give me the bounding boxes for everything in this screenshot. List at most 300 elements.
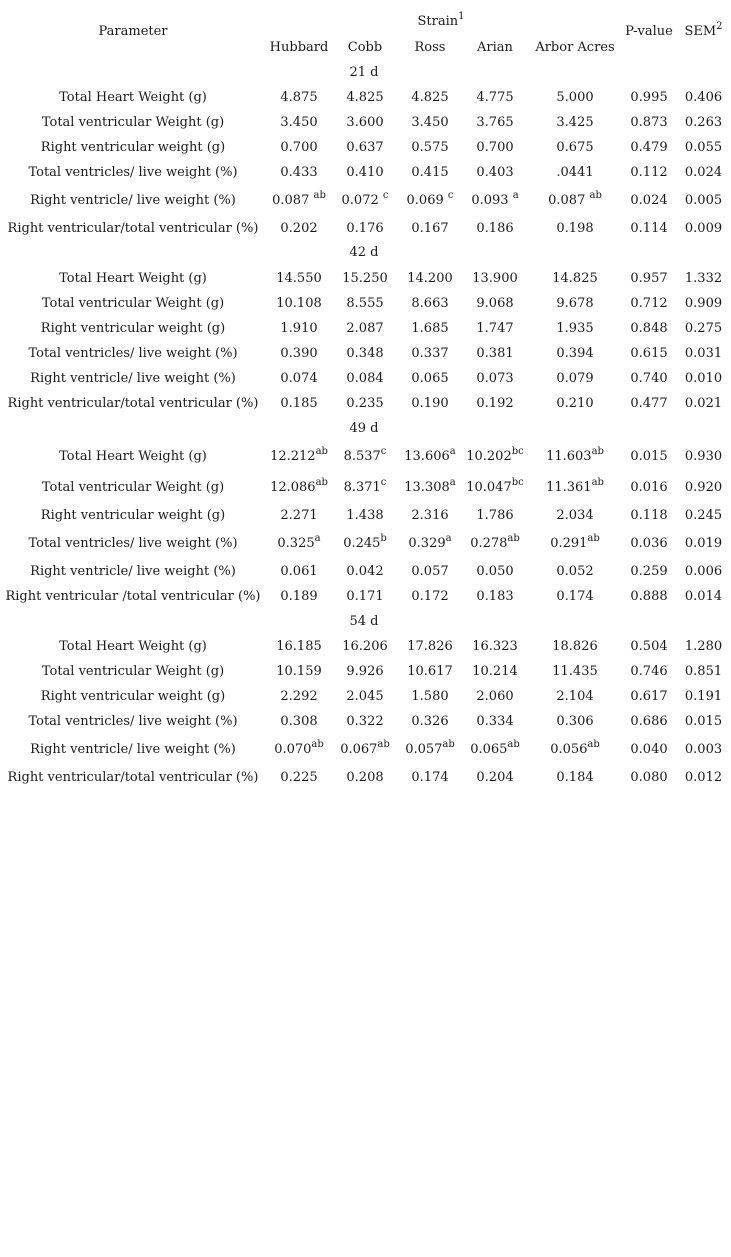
parameter-cell: Right ventricular weight (g): [40, 508, 226, 523]
value-cell: [266, 444, 332, 469]
significance-letter: ab: [442, 738, 455, 750]
value-cell: [332, 634, 398, 659]
table-row: [0, 709, 731, 734]
parameter-cell: Total ventricles/ live weight (%): [28, 165, 238, 180]
value-cell: [266, 266, 332, 291]
value-number: 0.065: [470, 742, 508, 757]
value-number: 0.167: [411, 221, 449, 236]
value-cell: [462, 634, 528, 659]
significance-letter: b: [380, 532, 387, 544]
sem-cell: 0.930: [684, 449, 723, 464]
value-number: 9.068: [476, 296, 514, 311]
sem-cell: 0.005: [684, 193, 723, 208]
value-number: 0.186: [476, 221, 514, 236]
value-cell: [528, 737, 622, 762]
value-number: 0.334: [476, 714, 514, 729]
p-value-cell: 0.740: [630, 371, 668, 386]
value-cell: [398, 135, 462, 160]
value-cell: [332, 444, 398, 469]
value-cell: [332, 366, 398, 391]
p-value-cell: 0.615: [630, 346, 668, 361]
sem-cell: 0.014: [684, 589, 723, 604]
value-number: 1.786: [476, 508, 514, 523]
value-number: 2.316: [411, 508, 449, 523]
sem-cell: 0.920: [684, 480, 723, 495]
parameter-cell: Right ventricle/ live weight (%): [30, 371, 236, 386]
table-row: [0, 216, 731, 241]
p-value-cell: 0.479: [630, 140, 668, 155]
table-row: [0, 135, 731, 160]
parameter-cell: Total Heart Weight (g): [59, 639, 207, 654]
header-strain-ross: Ross: [414, 40, 446, 55]
value-number: 0.204: [476, 770, 514, 785]
p-value-cell: 0.080: [630, 770, 668, 785]
value-number: 0.278: [470, 536, 508, 551]
value-cell: [332, 160, 398, 185]
value-number: 14.550: [276, 271, 322, 286]
parameter-cell: Total ventricles/ live weight (%): [28, 536, 238, 551]
section-label: 42 d: [349, 245, 379, 260]
parameter-cell: Right ventricular/total ventricular (%): [7, 396, 259, 411]
value-number: 2.104: [556, 689, 594, 704]
p-value-cell: 0.118: [630, 508, 668, 523]
value-cell: [266, 559, 332, 584]
sem-cell: 0.012: [684, 770, 723, 785]
value-number: 0.050: [476, 564, 514, 579]
value-cell: [462, 341, 528, 366]
value-number: 15.250: [342, 271, 388, 286]
table-row: [0, 110, 731, 135]
significance-letter: ab: [587, 738, 600, 750]
table-row: [0, 634, 731, 659]
table-row: [0, 531, 731, 556]
value-cell: [332, 584, 398, 609]
value-number: 10.159: [276, 664, 322, 679]
value-number: 3.765: [476, 115, 514, 130]
value-cell: [462, 444, 528, 469]
table-row: [0, 341, 731, 366]
value-number: 0.381: [476, 346, 514, 361]
value-number: 10.047: [466, 480, 512, 495]
parameter-cell: Total ventricles/ live weight (%): [28, 714, 238, 729]
value-number: 11.361: [546, 480, 592, 495]
value-number: 0.198: [556, 221, 594, 236]
value-number: 11.435: [552, 664, 598, 679]
value-number: 0.074: [280, 371, 318, 386]
value-cell: [332, 475, 398, 500]
value-cell: [462, 765, 528, 790]
value-number: 0.093: [471, 193, 513, 208]
value-number: 13.606: [404, 449, 450, 464]
p-value-cell: 0.686: [630, 714, 668, 729]
value-number: 0.067: [340, 742, 378, 757]
value-number: 9.678: [556, 296, 594, 311]
value-number: 0.052: [556, 564, 594, 579]
value-number: 0.171: [346, 589, 384, 604]
value-cell: [528, 531, 622, 556]
value-cell: [398, 765, 462, 790]
value-number: 0.087: [272, 193, 314, 208]
p-value-cell: 0.848: [630, 321, 668, 336]
header-strain-cobb: Cobb: [347, 40, 383, 55]
sem-cell: 0.263: [684, 115, 723, 130]
table-row: [0, 85, 731, 110]
significance-letter: c: [447, 189, 454, 201]
table-row: [0, 765, 731, 790]
value-cell: [332, 85, 398, 110]
value-cell: [462, 188, 528, 213]
value-number: 0.325: [277, 536, 315, 551]
value-number: 0.225: [280, 770, 318, 785]
p-value-cell: 0.995: [630, 90, 668, 105]
value-cell: [332, 135, 398, 160]
sem-cell: 0.009: [684, 221, 723, 236]
value-cell: [398, 266, 462, 291]
sem-cell: 0.024: [684, 165, 723, 180]
value-cell: [462, 475, 528, 500]
value-cell: [528, 85, 622, 110]
significance-letter: a: [314, 532, 321, 544]
section-header-row: [0, 60, 731, 85]
value-number: 3.600: [346, 115, 384, 130]
value-number: 18.826: [552, 639, 598, 654]
p-value-cell: 0.873: [630, 115, 668, 130]
value-cell: [398, 559, 462, 584]
sem-cell: 0.245: [684, 508, 723, 523]
p-value-cell: 0.477: [630, 396, 668, 411]
value-cell: [332, 709, 398, 734]
value-cell: [528, 684, 622, 709]
header-strain-footnote: 1: [458, 10, 465, 22]
value-cell: [332, 216, 398, 241]
value-cell: [398, 160, 462, 185]
value-number: 0.079: [556, 371, 594, 386]
header-row-2: [0, 35, 731, 60]
value-number: 10.202: [466, 449, 512, 464]
header-strain-arian: Arian: [477, 40, 513, 55]
p-value-cell: 0.712: [630, 296, 668, 311]
sem-cell: 0.406: [684, 90, 723, 105]
parameter-cell: Right ventricle/ live weight (%): [30, 193, 236, 208]
value-number: 0.190: [411, 396, 449, 411]
sem-cell: 1.280: [684, 639, 723, 654]
section-header-row: [0, 609, 731, 634]
value-cell: [332, 559, 398, 584]
p-value-cell: 0.114: [630, 221, 668, 236]
value-number: 0.072: [341, 193, 383, 208]
value-number: 4.825: [346, 90, 384, 105]
value-number: 12.212: [270, 449, 316, 464]
table-row: [0, 444, 731, 469]
table-row: [0, 737, 731, 762]
header-sem-label: SEM: [684, 24, 717, 39]
value-cell: [528, 444, 622, 469]
value-cell: [462, 85, 528, 110]
value-cell: [528, 266, 622, 291]
value-cell: [266, 316, 332, 341]
significance-letter: a: [449, 445, 456, 457]
value-cell: [332, 188, 398, 213]
value-cell: [398, 503, 462, 528]
sem-cell: 0.015: [684, 714, 723, 729]
significance-letter: a: [449, 476, 456, 488]
sem-cell: 0.275: [684, 321, 723, 336]
value-cell: [266, 341, 332, 366]
value-cell: [462, 559, 528, 584]
p-value-cell: 0.016: [630, 480, 668, 495]
value-number: 16.323: [472, 639, 518, 654]
parameter-cell: Total Heart Weight (g): [59, 449, 207, 464]
significance-letter: ab: [507, 532, 520, 544]
value-cell: [528, 475, 622, 500]
parameter-cell: Right ventricle/ live weight (%): [30, 564, 236, 579]
value-number: 0.042: [346, 564, 384, 579]
value-number: 2.045: [346, 689, 384, 704]
value-cell: [528, 135, 622, 160]
table-row: [0, 316, 731, 341]
value-cell: [332, 391, 398, 416]
value-cell: [398, 341, 462, 366]
sem-cell: 0.021: [684, 396, 723, 411]
value-cell: [266, 366, 332, 391]
value-cell: [398, 737, 462, 762]
value-number: 0.069: [406, 193, 448, 208]
value-cell: [398, 291, 462, 316]
value-number: 0.700: [476, 140, 514, 155]
sem-cell: 0.019: [684, 536, 723, 551]
value-number: 13.308: [404, 480, 450, 495]
value-cell: [528, 634, 622, 659]
value-number: 8.555: [346, 296, 384, 311]
value-cell: [398, 475, 462, 500]
p-value-cell: 0.112: [630, 165, 668, 180]
significance-letter: c: [380, 476, 387, 488]
value-cell: [528, 341, 622, 366]
value-number: 0.174: [411, 770, 449, 785]
value-cell: [398, 531, 462, 556]
table-row: [0, 160, 731, 185]
value-number: 4.775: [476, 90, 514, 105]
value-number: 16.206: [342, 639, 388, 654]
value-cell: [266, 188, 332, 213]
value-number: 10.214: [472, 664, 518, 679]
value-number: 2.087: [346, 321, 384, 336]
header-strain-label: Strain: [417, 14, 459, 29]
p-value-cell: 0.617: [630, 689, 668, 704]
value-cell: [462, 503, 528, 528]
significance-letter: ab: [589, 189, 602, 201]
parameter-cell: Total ventricular Weight (g): [41, 115, 225, 130]
value-number: 2.034: [556, 508, 594, 523]
significance-letter: ab: [315, 445, 328, 457]
value-cell: [462, 391, 528, 416]
value-number: 0.390: [280, 346, 318, 361]
sem-cell: 0.909: [684, 296, 723, 311]
significance-letter: c: [380, 445, 387, 457]
value-cell: [332, 765, 398, 790]
value-cell: [528, 709, 622, 734]
significance-letter: ab: [507, 738, 520, 750]
p-value-cell: 0.015: [630, 449, 668, 464]
value-number: 0.084: [346, 371, 384, 386]
value-number: 0.174: [556, 589, 594, 604]
table-row: [0, 366, 731, 391]
value-cell: [462, 684, 528, 709]
section-header-row: [0, 240, 731, 265]
value-cell: [398, 584, 462, 609]
header-strain-hubbard: Hubbard: [269, 40, 329, 55]
parameter-cell: Total ventricular Weight (g): [41, 296, 225, 311]
value-number: 0.410: [346, 165, 384, 180]
value-cell: [332, 291, 398, 316]
value-cell: [332, 659, 398, 684]
table-row: [0, 559, 731, 584]
value-number: 13.900: [472, 271, 518, 286]
table-row: [0, 584, 731, 609]
sem-cell: 0.031: [684, 346, 723, 361]
value-number: 0.057: [411, 564, 449, 579]
value-cell: [398, 216, 462, 241]
value-cell: [398, 85, 462, 110]
value-number: 0.189: [280, 589, 318, 604]
value-cell: [266, 391, 332, 416]
value-number: 2.292: [280, 689, 318, 704]
value-cell: [332, 316, 398, 341]
value-number: 11.603: [546, 449, 592, 464]
header-parameter: Parameter: [98, 24, 168, 39]
value-cell: [528, 216, 622, 241]
value-number: 0.308: [280, 714, 318, 729]
value-number: 0.403: [476, 165, 514, 180]
table-row: [0, 684, 731, 709]
p-value-cell: 0.036: [630, 536, 668, 551]
sem-cell: 0.851: [684, 664, 723, 679]
parameter-cell: Total ventricles/ live weight (%): [28, 346, 238, 361]
value-number: 0.073: [476, 371, 514, 386]
value-cell: [332, 503, 398, 528]
significance-letter: ab: [591, 476, 604, 488]
parameter-cell: Right ventricular weight (g): [40, 689, 226, 704]
value-number: 0.208: [346, 770, 384, 785]
header-p-value: P-value: [625, 24, 673, 39]
value-number: 2.060: [476, 689, 514, 704]
section-header-row: [0, 416, 731, 441]
value-number: 0.087: [548, 193, 590, 208]
value-number: 0.326: [411, 714, 449, 729]
value-cell: [266, 531, 332, 556]
value-number: 8.537: [343, 449, 381, 464]
value-cell: [398, 391, 462, 416]
parameter-cell: Total ventricular Weight (g): [41, 664, 225, 679]
value-cell: [266, 135, 332, 160]
significance-letter: ab: [311, 738, 324, 750]
parameter-cell: Right ventricular/total ventricular (%): [7, 770, 259, 785]
value-cell: [528, 291, 622, 316]
value-number: 1.747: [476, 321, 514, 336]
value-cell: [528, 503, 622, 528]
table-row: [0, 188, 731, 213]
value-cell: [266, 737, 332, 762]
value-cell: [398, 316, 462, 341]
value-cell: [266, 216, 332, 241]
value-cell: [398, 709, 462, 734]
value-number: 0.192: [476, 396, 514, 411]
section-label: 21 d: [349, 65, 379, 80]
value-number: 0.056: [550, 742, 588, 757]
significance-letter: ab: [587, 532, 600, 544]
section-label: 49 d: [349, 421, 379, 436]
sem-cell: 1.332: [684, 271, 723, 286]
value-number: 0.185: [280, 396, 318, 411]
header-sem-footnote: 2: [716, 20, 723, 32]
value-number: 10.617: [407, 664, 453, 679]
table-row: [0, 391, 731, 416]
value-number: 9.926: [346, 664, 384, 679]
value-cell: [528, 391, 622, 416]
value-number: 0.176: [346, 221, 384, 236]
value-number: 0.329: [408, 536, 446, 551]
value-cell: [462, 291, 528, 316]
value-number: 0.202: [280, 221, 318, 236]
value-number: 16.185: [276, 639, 322, 654]
significance-letter: a: [512, 189, 519, 201]
value-cell: [462, 709, 528, 734]
value-cell: [528, 110, 622, 135]
value-cell: [462, 531, 528, 556]
parameter-cell: Right ventricle/ live weight (%): [30, 742, 236, 757]
value-cell: [266, 503, 332, 528]
value-cell: [462, 659, 528, 684]
value-number: 3.425: [556, 115, 594, 130]
value-cell: [528, 160, 622, 185]
value-number: 0.210: [556, 396, 594, 411]
value-number: 0.337: [411, 346, 449, 361]
parameter-cell: Total Heart Weight (g): [59, 271, 207, 286]
significance-letter: ab: [313, 189, 326, 201]
table-row: [0, 266, 731, 291]
parameter-cell: Right ventricular weight (g): [40, 321, 226, 336]
value-number: 0.322: [346, 714, 384, 729]
value-number: 2.271: [280, 508, 318, 523]
value-cell: [332, 110, 398, 135]
value-number: 0.065: [411, 371, 449, 386]
p-value-cell: 0.024: [630, 193, 668, 208]
value-cell: [528, 584, 622, 609]
significance-letter: bc: [511, 476, 524, 488]
value-cell: [266, 659, 332, 684]
parameter-cell: Right ventricular /total ventricular (%): [5, 589, 261, 604]
value-number: 0.348: [346, 346, 384, 361]
p-value-cell: 0.040: [630, 742, 668, 757]
value-number: 1.685: [411, 321, 449, 336]
value-number: 5.000: [556, 90, 594, 105]
value-cell: [462, 316, 528, 341]
value-cell: [266, 709, 332, 734]
value-cell: [462, 584, 528, 609]
value-number: 0.245: [343, 536, 381, 551]
table-row: [0, 503, 731, 528]
significance-letter: a: [445, 532, 452, 544]
value-cell: [462, 216, 528, 241]
value-cell: [528, 316, 622, 341]
value-cell: [398, 188, 462, 213]
value-cell: [332, 531, 398, 556]
value-cell: [528, 559, 622, 584]
value-cell: [528, 765, 622, 790]
value-number: 0.675: [556, 140, 594, 155]
sem-cell: 0.191: [684, 689, 723, 704]
value-number: 0.637: [346, 140, 384, 155]
